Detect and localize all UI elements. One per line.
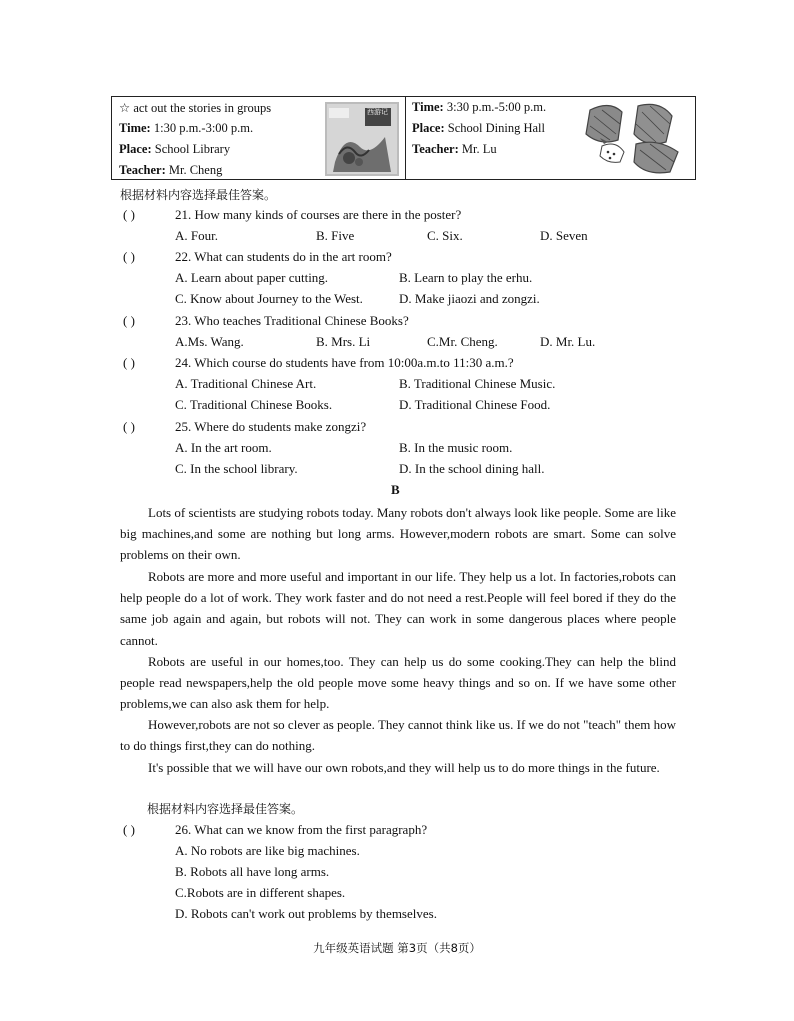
option-b[interactable]: B. Learn to play the erhu. (399, 270, 533, 285)
answer-bracket[interactable]: ( ) (123, 249, 135, 264)
option-c[interactable]: C. Traditional Chinese Books. (175, 397, 333, 412)
zongzi-image (580, 100, 690, 176)
journey-to-the-west-book-image (325, 102, 399, 176)
section-b-instruction: 根据材料内容选择最佳答案。 (147, 802, 304, 816)
option-a[interactable]: A. In the art room. (175, 440, 272, 455)
page-footer: 九年级英语试题 第3页（共8页） (313, 941, 481, 955)
passage-paragraph: However,robots are not so clever as people. They cannot think like us. If we do not "teach" them how to do things first,they can do nothing. (120, 717, 676, 754)
poster-right-place: Place: School Dining Hall (412, 121, 545, 135)
option-a[interactable]: A. No robots are like big machines. (175, 843, 360, 858)
poster-left-course: ☆ act out the stories in groups (119, 101, 272, 115)
poster-left-time: Time: 1:30 p.m.-3:00 p.m. (119, 121, 254, 135)
poster-left-teacher: Teacher: Mr. Cheng (119, 163, 223, 177)
option-c[interactable]: C. Six. (427, 228, 463, 243)
question-stem: 22. What can students do in the art room? (175, 249, 392, 264)
poster-divider (405, 97, 406, 179)
option-c[interactable]: C. In the school library. (175, 461, 298, 476)
option-b[interactable]: B. Robots all have long arms. (175, 864, 330, 879)
option-b[interactable]: B. Five (316, 228, 355, 243)
option-d[interactable]: D. Make jiaozi and zongzi. (399, 291, 540, 306)
question-stem: 23. Who teaches Traditional Chinese Books? (175, 313, 409, 328)
passage-paragraph: Robots are useful in our homes,too. They can help us do some cooking.They can help the blind people read newspapers,help the old people move some heavy things and so on. If we have some other problems,we can also ask them for help. (120, 654, 676, 712)
question-stem: 26. What can we know from the first paragraph? (175, 822, 428, 837)
option-b[interactable]: B. Traditional Chinese Music. (399, 376, 556, 391)
option-d[interactable]: D. Traditional Chinese Food. (399, 397, 551, 412)
option-a[interactable]: A. Learn about paper cutting. (175, 270, 329, 285)
section-b-heading: B (391, 482, 400, 497)
option-b[interactable]: B. In the music room. (399, 440, 513, 455)
option-c[interactable]: C. Know about Journey to the West. (175, 291, 363, 306)
question-stem: 21. How many kinds of courses are there in the poster? (175, 207, 462, 222)
option-a[interactable]: A. Traditional Chinese Art. (175, 376, 317, 391)
passage-paragraph: It's possible that we will have our own robots,and they will help us to do more things in the future. (148, 760, 660, 775)
poster-right-teacher: Teacher: Mr. Lu (412, 142, 497, 156)
option-a[interactable]: A. Four. (175, 228, 218, 243)
answer-bracket[interactable]: ( ) (123, 355, 135, 370)
answer-bracket[interactable]: ( ) (123, 313, 135, 328)
question-stem: 25. Where do students make zongzi? (175, 419, 367, 434)
option-d[interactable]: D. In the school dining hall. (399, 461, 545, 476)
option-a[interactable]: A.Ms. Wang. (175, 334, 244, 349)
passage-paragraph: Lots of scientists are studying robots today. Many robots don't always look like people. Some are like big machines,and some are nothing but long arms. However,modern robots are smart. Some can solve problems on their own. (120, 505, 676, 563)
option-d[interactable]: D. Robots can't work out problems by themselves. (175, 906, 437, 921)
question-stem: 24. Which course do students have from 10:00a.m.to 11:30 a.m.? (175, 355, 514, 370)
option-c[interactable]: C.Robots are in different shapes. (175, 885, 346, 900)
answer-bracket[interactable]: ( ) (123, 207, 135, 222)
option-b[interactable]: B. Mrs. Li (316, 334, 371, 349)
section-a-instruction: 根据材料内容选择最佳答案。 (120, 188, 277, 202)
option-c[interactable]: C.Mr. Cheng. (427, 334, 498, 349)
option-d[interactable]: D. Seven (540, 228, 588, 243)
book-title-text: 西游记 (367, 108, 388, 116)
answer-bracket[interactable]: ( ) (123, 822, 135, 837)
answer-bracket[interactable]: ( ) (123, 419, 135, 434)
poster-right-time: Time: 3:30 p.m.-5:00 p.m. (412, 100, 547, 114)
poster-left-place: Place: School Library (119, 142, 231, 156)
option-d[interactable]: D. Mr. Lu. (540, 334, 596, 349)
passage-paragraph: Robots are more and more useful and important in our life. They help us a lot. In factories,robots can help people do a lot of work. They work faster and do not need a rest.People will feel bored if they do the same job again and again, but robots will not. They can work in some dangerous places where people cannot. (120, 569, 676, 648)
poster-table (111, 96, 696, 180)
